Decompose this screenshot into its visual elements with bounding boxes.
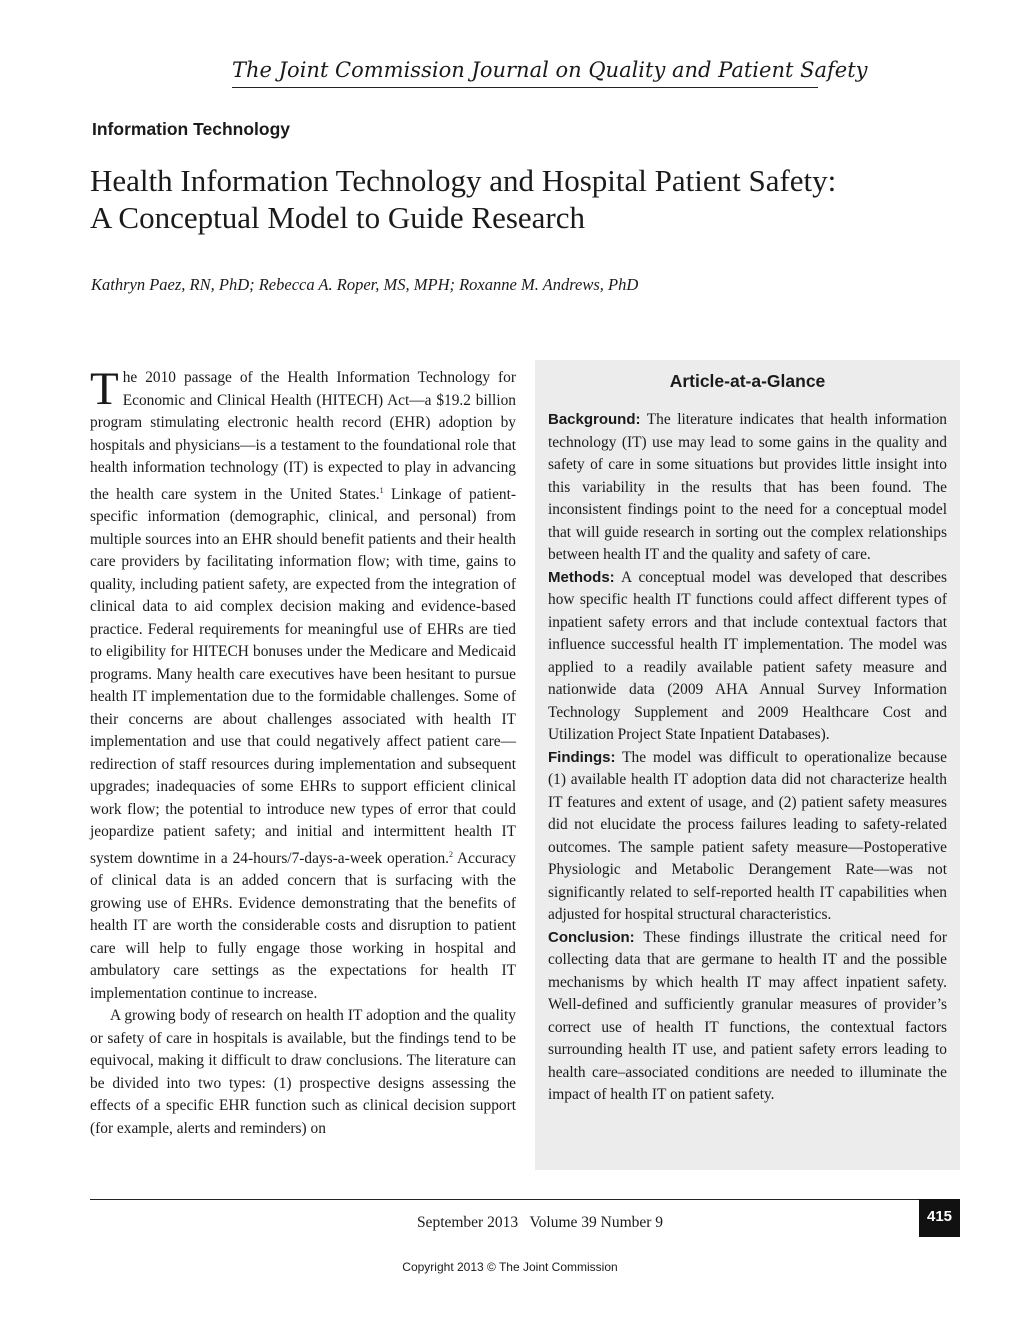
glance-label: Methods: <box>548 568 615 586</box>
page-number: 415 <box>919 1199 960 1237</box>
article-title-line-2: A Conceptual Model to Guide Research <box>90 200 586 235</box>
copyright: Copyright 2013 © The Joint Commission <box>402 1260 618 1274</box>
glance-text: The model was difficult to operationalize because (1) available health IT adoption data did not characterize health IT features and extent of usage, and (2) patient safety measures did not elucidate the process failures leading to safety-related outcomes. The sample patient safety measure—Postoperative Physiologic and Metabolic Derangement Rate—was not significantly related to self-reported health IT capabilities when adjusted for hospital structural characteristics. <box>548 748 947 923</box>
body-paragraph: A growing body of research on health IT adoption and the quality or safety of care in hospitals is available, but the findings tend to be equivocal, making it difficult to draw conclusions. The literature can be divided into two types: (1) prospective designs assessing the effects of a specific EHR function such as clinical decision support (for example, alerts and reminders) on <box>90 1007 516 1137</box>
reference-marker: 1 <box>379 485 384 495</box>
glance-body <box>548 409 947 1107</box>
body-text: Accuracy of clinical data is an added concern that is surfacing with the growing use of EHRs. Evidence demonstrating that the benefits of health IT are worth the considerable costs and disruption to patient care will help to fully engage those working in hospital and ambulatory care settings as the expectations for health IT implementation continue to increase. <box>90 849 516 1002</box>
glance-findings <box>548 747 947 927</box>
issue-info: September 2013 Volume 39 Number 9 <box>416 1214 664 1231</box>
glance-label: Conclusion: <box>548 928 635 946</box>
glance-background <box>548 409 947 567</box>
glance-title: Article-at-a-Glance <box>669 371 826 391</box>
authors: Kathryn Paez, RN, PhD; Rebecca A. Roper, MS, MPH; Roxanne M. Andrews, PhD <box>91 275 639 294</box>
glance-label: Findings: <box>548 748 616 766</box>
body-text: Linkage of patient-specific information (demographic, clinical, and personal) from multiple sources into an EHR should benefit patients and their health care providers by facilitating information flow; with time, gains to quality, including patient safety, are expected from the integration of clinical data to aid complex decision making and evidence-based practice. Federal requirements for meaningful use of EHRs are tied to eligibility for HITECH bonuses under the Medicare and Medicaid programs. Many health care executives have been hesitant to pursue health IT implementation due to the formidable challenges. Some of their concerns are about challenges associated with health IT implementation and use that could negatively affect patient care—redirection of staff resources during implementation and subsequent upgrades; inadequacies of some EHRs to support efficient clinical work flow; the potential to introduce new types of error that could jeopardize patient safety; and initial and intermittent health IT system downtime in a 24-hours/7-days-a-week operation. <box>90 485 516 867</box>
article-title <box>90 162 950 236</box>
body-paragraph <box>90 363 516 1005</box>
reference-marker: 2 <box>449 849 454 859</box>
glance-conclusion <box>548 927 947 1107</box>
article-title-line-1: Health Information Technology and Hospital Patient Safety: <box>90 163 837 198</box>
glance-text: These findings illustrate the critical need for collecting data that are germane to health IT and the possible mechanisms by which health IT may affect inpatient safety. Well-defined and sufficiently granular measures of provider’s correct use of health IT functions, the contextual factors surrounding health IT use, and patient safety errors leading to health care–associated conditions are needed to illuminate the impact of health IT on patient safety. <box>548 928 947 1103</box>
section-label: Information Technology <box>92 119 291 139</box>
glance-text: A conceptual model was developed that describes how specific health IT functions could affect different types of inpatient safety errors and that include contextual factors that influence successful health IT implementation. The model was applied to a readily available patient safety measure and nationwide data (2009 AHA Annual Survey Information Technology Supplement and 2009 Healthcare Cost and Utilization Project State Inpatient Databases). <box>548 568 947 743</box>
body-column <box>90 363 516 1140</box>
footer-rule <box>90 1199 960 1200</box>
article-at-a-glance-box <box>535 360 960 1170</box>
drop-cap: T <box>90 363 119 415</box>
body-text: he 2010 passage of the Health Information Technology for Economic and Clinical Health (HITECH) Act—a $19.2 billion program stimulating electronic health record (EHR) adoption by hospitals and physicians—is a testament to the foundational role that health information technology (IT) is expected to play in advancing the health care system in the United States. <box>90 369 516 503</box>
glance-text: The literature indicates that health information technology (IT) use may lead to some gains in the quality and safety of care in some situations but provides little insight into this variability in the results that has been found. The inconsistent findings point to the need for a conceptual model that will guide research in sorting out the complex relationships between health IT and the quality and safety of care. <box>548 411 947 563</box>
glance-methods <box>548 567 947 747</box>
glance-label: Background: <box>548 411 641 428</box>
journal-name: The Joint Commission Journal on Quality and Patient Safety <box>232 56 818 88</box>
